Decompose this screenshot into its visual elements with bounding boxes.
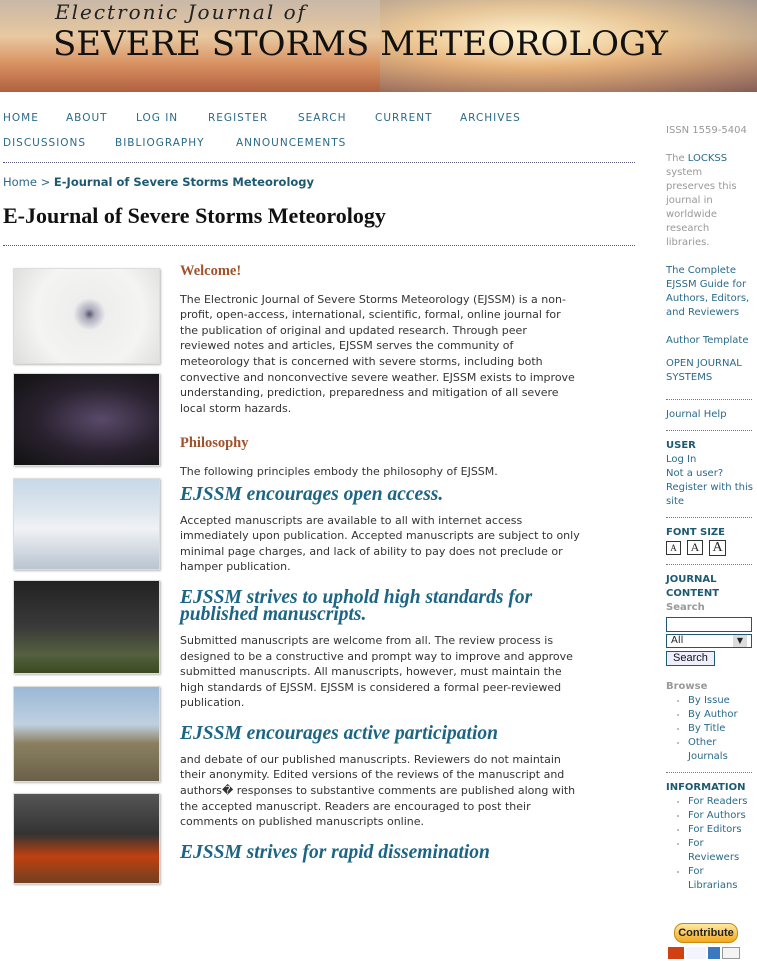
breadcrumb-separator: > xyxy=(40,175,51,189)
tornado-image xyxy=(13,580,160,674)
nav-bibliography[interactable]: BIBLIOGRAPHY xyxy=(115,137,205,149)
search-scope-select[interactable] xyxy=(666,634,752,648)
nav-search[interactable]: SEARCH xyxy=(298,112,347,124)
search-label: Search xyxy=(666,602,705,613)
divider xyxy=(3,245,635,246)
mastercard-icon xyxy=(668,947,684,959)
font-medium-button[interactable]: A xyxy=(687,540,703,555)
guide-link[interactable]: The Complete EJSSM Guide for Authors, Editors, and Reviewers xyxy=(666,265,750,318)
principle-text: Accepted manuscripts are available to all with internet access immediately upon publication. Accepted manuscripts are subject to only minimal page charges, and lack of ability to pay does not preclude or hamper publication. xyxy=(180,513,580,574)
nav-login[interactable]: LOG IN xyxy=(136,112,179,124)
divider xyxy=(666,430,752,431)
font-small-button[interactable]: A xyxy=(666,541,681,555)
snowstorm-image xyxy=(13,478,160,570)
discover-icon xyxy=(722,947,740,959)
browse-by-author[interactable]: • By Author xyxy=(688,708,754,722)
font-size-controls xyxy=(666,540,754,556)
author-template-link[interactable]: Author Template xyxy=(666,335,749,346)
browse-list xyxy=(666,694,754,764)
select-value: All xyxy=(671,635,684,646)
info-authors[interactable]: • For Authors xyxy=(688,809,754,823)
info-reviewers[interactable]: • For Reviewers xyxy=(688,837,754,865)
journal-content-heading: JOURNAL CONTENT xyxy=(666,574,720,599)
issn: ISSN 1559-5404 xyxy=(666,125,747,136)
user-heading: USER xyxy=(666,440,696,451)
contribute-button[interactable]: Contribute xyxy=(674,923,738,943)
chevron-down-icon[interactable]: ▼ xyxy=(733,635,747,647)
browse-other-journals[interactable]: • Other Journals xyxy=(688,736,754,764)
search-input[interactable] xyxy=(666,617,752,632)
divider xyxy=(666,517,752,518)
divider xyxy=(666,399,752,400)
principle-text: and debate of our published manuscripts. Reviewers do not maintain their anonymity. Edited versions of the reviews of the manuscript and authors� responses to substantive comments are published along with the accepted manuscript. Readers are encouraged to post their comments on published manuscripts online. xyxy=(180,752,576,829)
register-link[interactable]: Not a user? Register with this site xyxy=(666,468,753,507)
nav-archives[interactable]: ARCHIVES xyxy=(460,112,521,124)
principle-heading: EJSSM encourages active participation xyxy=(180,722,498,744)
browse-label: Browse xyxy=(666,681,708,692)
lockss-link[interactable]: LOCKSS xyxy=(687,153,728,164)
divider xyxy=(666,772,752,773)
main-content xyxy=(180,264,580,871)
lockss-pre: The xyxy=(666,153,688,164)
info-librarians[interactable]: • For Librarians xyxy=(688,865,754,893)
amex-icon xyxy=(708,947,720,959)
banner-subtitle: Electronic Journal of xyxy=(55,0,308,24)
welcome-heading: Welcome! xyxy=(180,263,242,279)
info-readers[interactable]: • For Readers xyxy=(688,795,754,809)
hurricane-image xyxy=(13,268,160,364)
nav-about[interactable]: ABOUT xyxy=(66,112,108,124)
journal-help-link[interactable]: Journal Help xyxy=(666,409,727,420)
login-link[interactable]: Log In xyxy=(666,454,697,465)
flood-image xyxy=(13,686,160,782)
philosophy-intro: The following principles embody the philosophy of EJSSM. xyxy=(180,464,498,478)
visa-icon xyxy=(686,947,706,959)
divider xyxy=(666,564,752,565)
font-large-button[interactable]: A xyxy=(709,540,726,556)
wildfire-image xyxy=(13,793,160,884)
information-list xyxy=(666,795,754,893)
principle-text: Submitted manuscripts are welcome from all. The review process is designed to be a constructive and prompt way to improve and approve submitted manuscripts. All manuscripts, however, must maintain the high standards of EJSSM. EJSSM is considered a formal peer-reviewed publication. xyxy=(180,633,573,710)
lockss-text: system preserves this journal in worldwide research libraries. xyxy=(666,167,737,248)
page-title: E-Journal of Severe Storms Meteorology xyxy=(3,203,386,228)
search-button[interactable]: Search xyxy=(666,651,715,666)
philosophy-heading: Philosophy xyxy=(180,435,249,452)
principle-heading: EJSSM strives for rapid dissemination xyxy=(180,841,490,863)
breadcrumb xyxy=(3,175,314,189)
info-editors[interactable]: • For Editors xyxy=(688,823,754,837)
welcome-text: The Electronic Journal of Severe Storms Meteorology (EJSSM) is a non-profit, open-access, international, scientific, formal, online journal for the publication of original and updated research. Through peer reviewed notes and articles, EJSSM serves the community of meteorology that is concerned with severe storms, including both convective and nonconvective severe weather. EJSSM exists to improve understanding, prediction, preparedness and mitigation of all severe local storm hazards. xyxy=(180,292,575,415)
sidebar xyxy=(666,124,754,961)
breadcrumb-home[interactable]: Home xyxy=(3,175,37,189)
breadcrumb-current[interactable]: E-Journal of Severe Storms Meteorology xyxy=(53,175,315,189)
payment-cards xyxy=(668,947,754,961)
nav-current[interactable]: CURRENT xyxy=(375,112,433,124)
nav-announcements[interactable]: ANNOUNCEMENTS xyxy=(236,137,347,149)
information-heading: INFORMATION xyxy=(666,782,746,793)
principle-heading: EJSSM encourages open access. xyxy=(180,483,444,505)
journal-banner xyxy=(0,0,757,92)
principle-heading: EJSSM strives to uphold high standards for published manuscripts. xyxy=(180,586,533,625)
divider xyxy=(3,162,635,163)
browse-by-issue[interactable]: • By Issue xyxy=(688,694,754,708)
nav-home[interactable]: HOME xyxy=(3,112,39,124)
ojs-link[interactable]: OPEN JOURNAL SYSTEMS xyxy=(666,358,742,383)
banner-title: SEVERE STORMS METEOROLOGY xyxy=(53,24,669,64)
nav-register[interactable]: REGISTER xyxy=(208,112,269,124)
lockss-note xyxy=(666,152,754,250)
nav-discussions[interactable]: DISCUSSIONS xyxy=(3,137,87,149)
font-size-heading: FONT SIZE xyxy=(666,527,726,538)
lightning-image xyxy=(13,373,160,466)
browse-by-title[interactable]: • By Title xyxy=(688,722,754,736)
